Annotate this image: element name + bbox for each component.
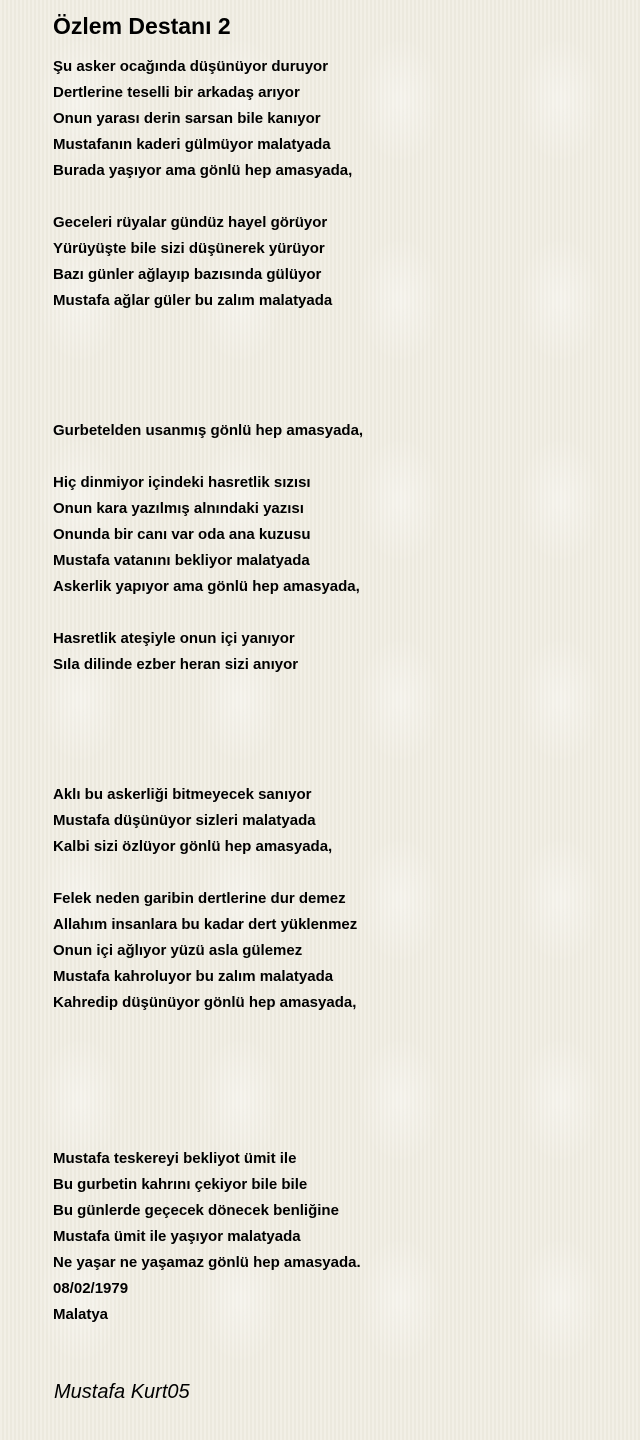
poem-line: Onun kara yazılmış alnındaki yazısı [53, 500, 304, 517]
poem-line: Gurbetelden usanmış gönlü hep amasyada, [53, 422, 364, 439]
poem-line: Mustafa ümit ile yaşıyor malatyada [53, 1228, 301, 1245]
poem-blank-line [53, 1016, 613, 1042]
poem-blank-line [53, 392, 613, 418]
poem-line: Ne yaşar ne yaşamaz gönlü hep amasyada. [53, 1254, 361, 1271]
poem-line: Geceleri rüyalar gündüz hayel görüyor [53, 214, 328, 231]
poem-line: Hasretlik ateşiyle onun içi yanıyor [53, 630, 295, 647]
poem-line: Bazı günler ağlayıp bazısında gülüyor [53, 266, 322, 283]
poem-line: Onun içi ağlıyor yüzü asla gülemez [53, 942, 303, 959]
poem-blank-line [53, 184, 613, 210]
poem-blank-line [53, 600, 613, 626]
poem-line: Askerlik yapıyor ama gönlü hep amasyada, [53, 578, 360, 595]
poem-blank-line [53, 444, 613, 470]
poem-line: Aklı bu askerliği bitmeyecek sanıyor [53, 786, 312, 803]
poem-blank-line [53, 704, 613, 730]
poem-blank-line [53, 1094, 613, 1120]
poem-blank-line [53, 860, 613, 886]
poem-line: Dertlerine teselli bir arkadaş arıyor [53, 84, 300, 101]
poem-line: Mustafa düşünüyor sizleri malatyada [53, 812, 316, 829]
poem-line: Mustafanın kaderi gülmüyor malatyada [53, 136, 331, 153]
poem-line: Yürüyüşte bile sizi düşünerek yürüyor [53, 240, 325, 257]
poem-blank-line [53, 756, 613, 782]
poem-line: Bu gurbetin kahrını çekiyor bile bile [53, 1176, 308, 1193]
poem-blank-line [53, 1042, 613, 1068]
poem-line: Allahım insanlara bu kadar dert yüklenmez [53, 916, 358, 933]
poem-line: Malatya [53, 1306, 109, 1323]
poem-container [53, 10, 613, 1328]
poem-line: 08/02/1979 [53, 1280, 129, 1297]
poem-line: Onun yarası derin sarsan bile kanıyor [53, 110, 321, 127]
poem-line: Mustafa kahroluyor bu zalım malatyada [53, 968, 334, 985]
poem-title: Özlem Destanı 2 [53, 13, 231, 39]
poem-line: Şu asker ocağında düşünüyor duruyor [53, 58, 329, 75]
poem-blank-line [53, 366, 613, 392]
poem-line: Bu günlerde geçecek dönecek benliğine [53, 1202, 339, 1219]
poem-blank-line [53, 678, 613, 704]
poem-blank-line [53, 314, 613, 340]
poem-line: Mustafa ağlar güler bu zalım malatyada [53, 292, 333, 309]
poem-body [53, 54, 613, 1328]
poem-line: Burada yaşıyor ama gönlü hep amasyada, [53, 162, 353, 179]
poem-blank-line [53, 1068, 613, 1094]
poem-line: Mustafa teskereyi bekliyot ümit ile [53, 1150, 297, 1167]
poem-line: Kalbi sizi özlüyor gönlü hep amasyada, [53, 838, 333, 855]
poem-author: Mustafa Kurt05 [54, 1381, 190, 1403]
poem-blank-line [53, 730, 613, 756]
poem-line: Mustafa vatanını bekliyor malatyada [53, 552, 310, 569]
poem-blank-line [53, 1120, 613, 1146]
poem-line: Kahredip düşünüyor gönlü hep amasyada, [53, 994, 357, 1011]
poem-line: Felek neden garibin dertlerine dur demez [53, 890, 346, 907]
poem-line: Onunda bir canı var oda ana kuzusu [53, 526, 311, 543]
poem-line: Sıla dilinde ezber heran sizi anıyor [53, 656, 299, 673]
poem-blank-line [53, 340, 613, 366]
poem-line: Hiç dinmiyor içindeki hasretlik sızısı [53, 474, 311, 491]
